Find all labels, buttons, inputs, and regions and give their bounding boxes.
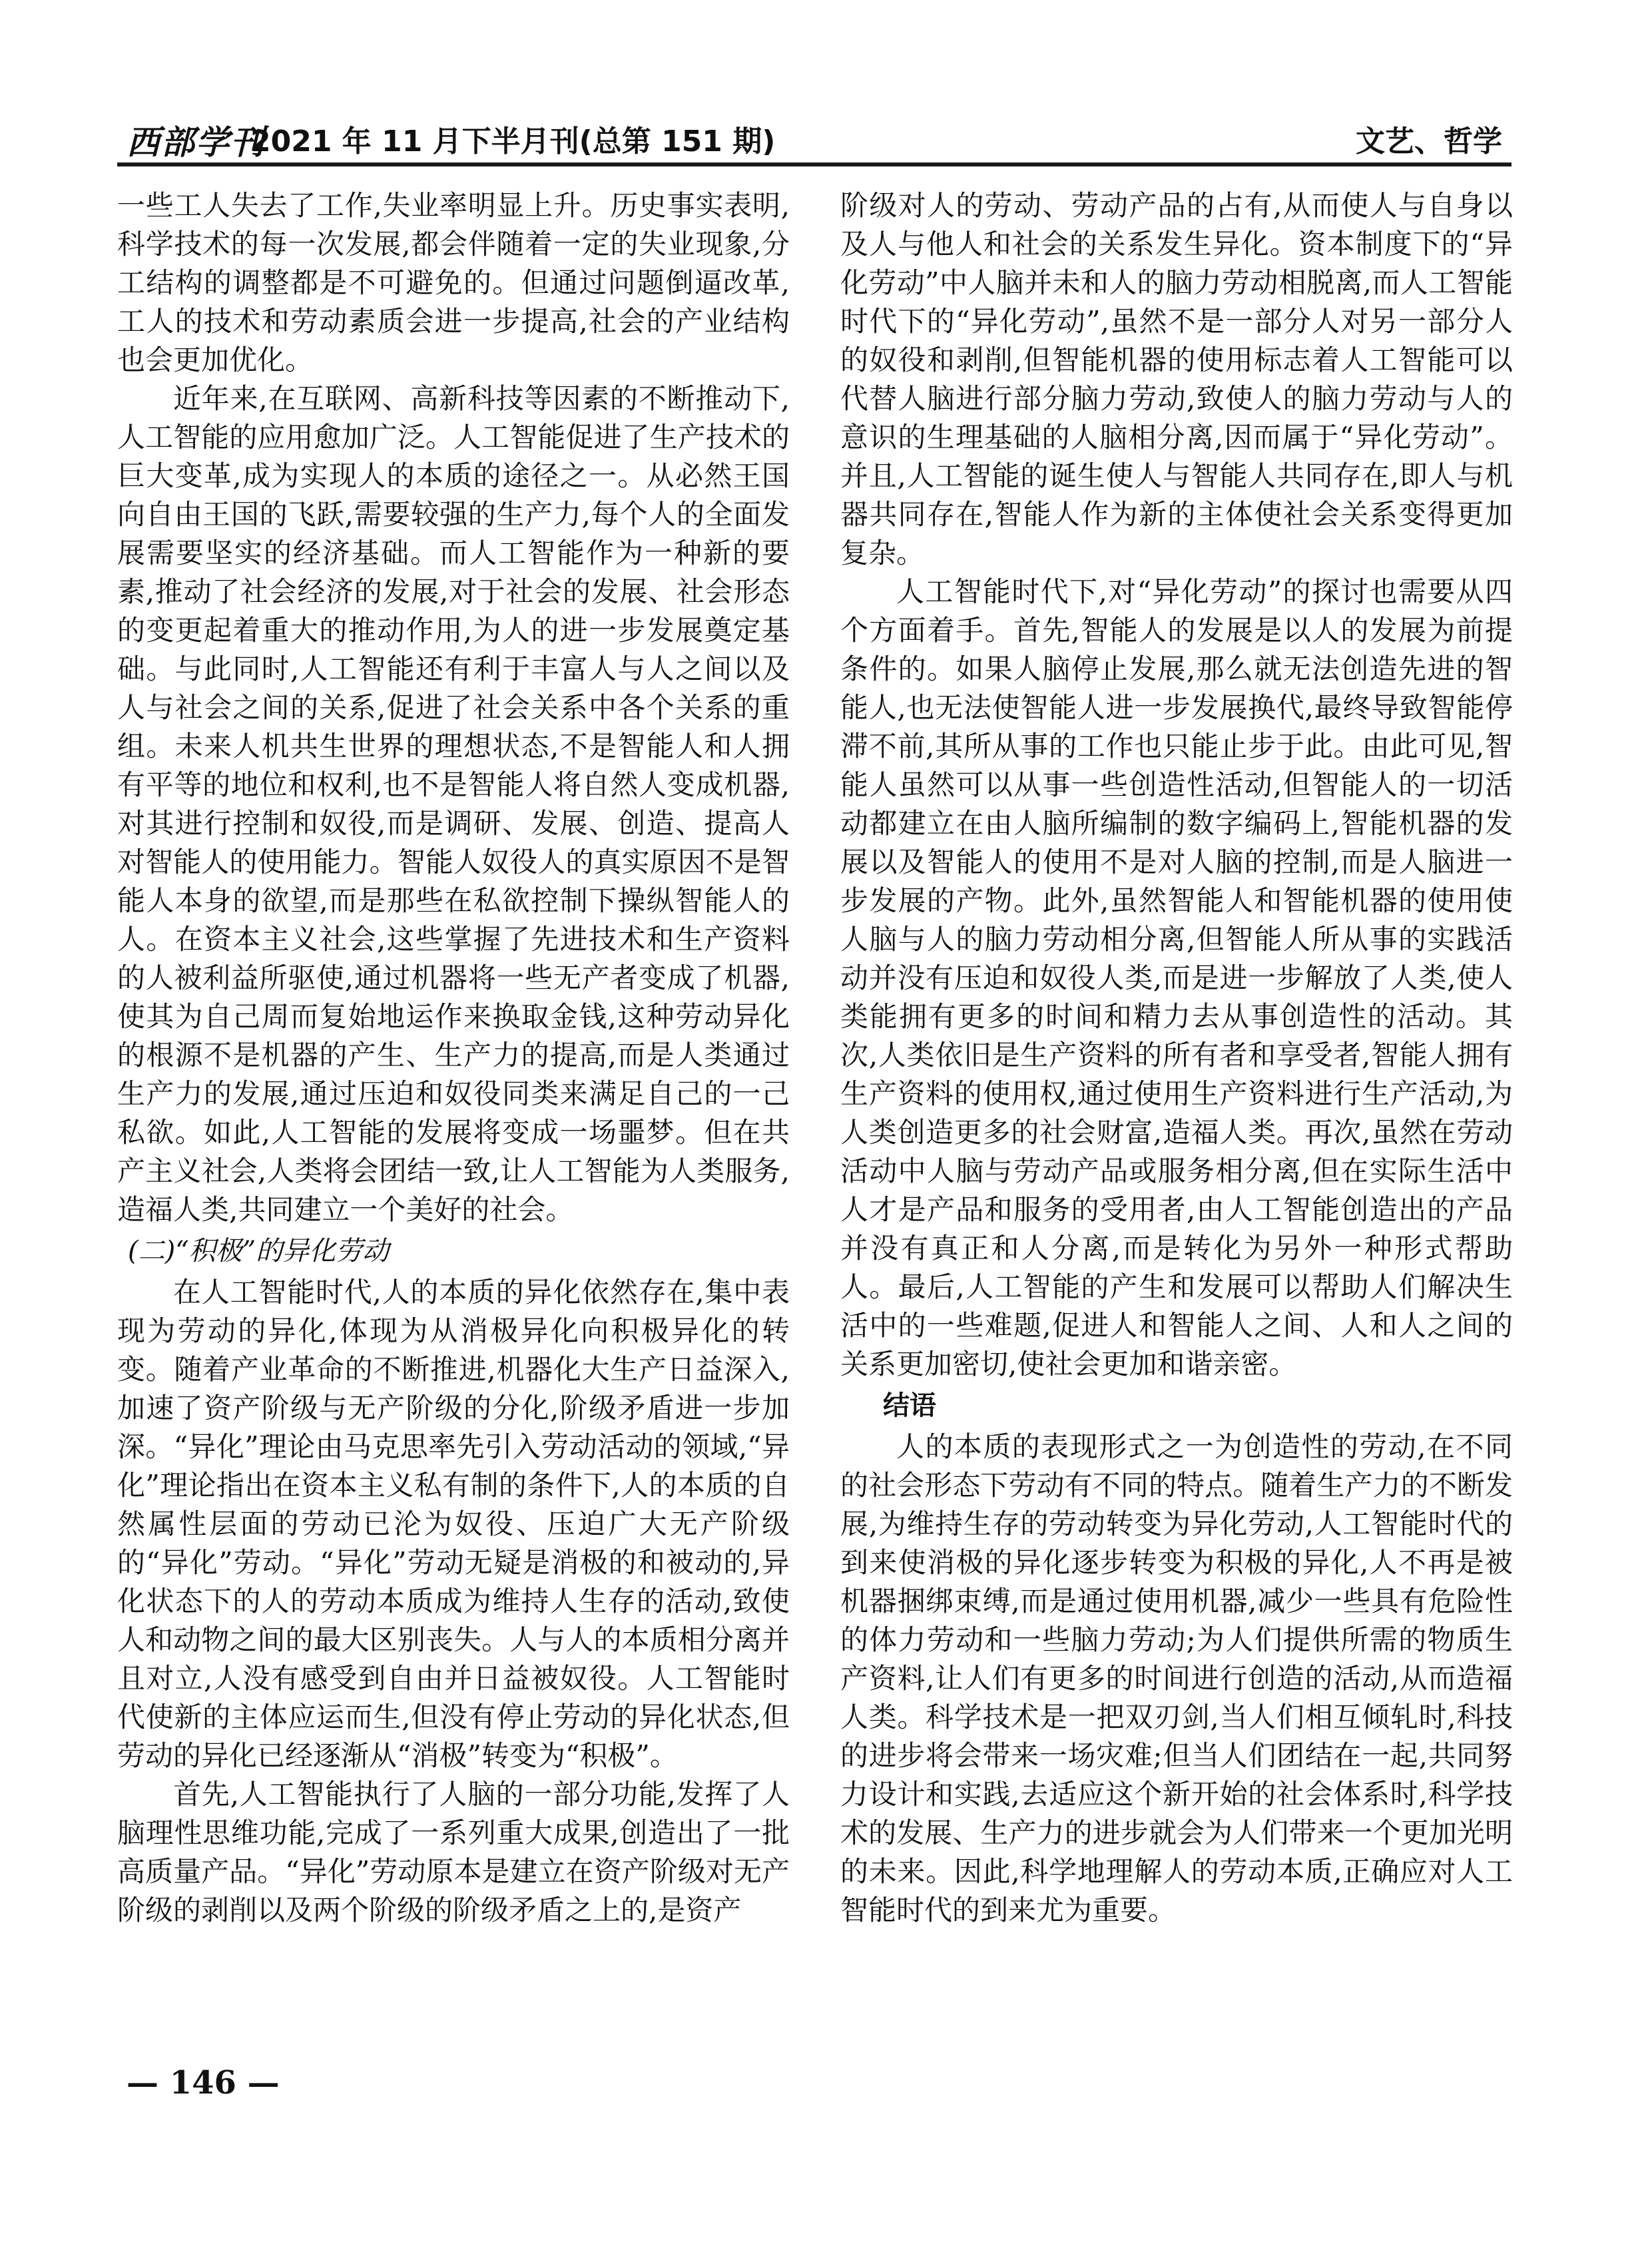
paragraph: 人的本质的表现形式之一为创造性的劳动,在不同的社会形态下劳动有不同的特点。随着生产力的不断发展,为维持生存的劳动转变为异化劳动,人工智能时代的到来使消极的异化逐步转变为积极的异化,人不再是被机器捆绑束缚,而是通过使用机器,减少一些具有危险性的体力劳动和一些脑力劳动;为人们提供所需的物质生产资料,让人们有更多的时间进行创造的活动,从而造福人类。科学技术是一把双刃剑,当人们相互倾轧时,科技的进步将会带来一场灾难;但当人们团结在一起,共同努力设计和实践,去适应这个新开始的社会体系时,科学技术的发展、生产力的进步就会为人们带来一个更加光明的未来。因此,科学地理解人的劳动本质,正确应对人工智能时代的到来尤为重要。 <box>840 1430 1513 1926</box>
paragraph: 首先,人工智能执行了人脑的一部分功能,发挥了人脑理性思维功能,完成了一系列重大成果,创造出了一批高质量产品。“异化”劳动原本是建立在资产阶级对无产阶级的剥削以及两个阶级的阶级矛盾之上的,是资产 <box>117 1778 790 1926</box>
page-number: — 146 — <box>127 2064 280 2102</box>
paragraph: 在人工智能时代,人的本质的异化依然存在,集中表现为劳动的异化,体现为从消极异化向积极异化的转变。随着产业革命的不断推进,机器化大生产日益深入,加速了资产阶级与无产阶级的分化,阶级矛盾进一步加深。“异化”理论由马克思率先引入劳动活动的领域,“异化”理论指出在资本主义私有制的条件下,人的本质的自然属性层面的劳动已沦为奴役、压迫广大无产阶级的“异化”劳动。“异化”劳动无疑是消极的和被动的,异化状态下的人的劳动本质成为维持人生存的活动,致使人和动物之间的最大区别丧失。人与人的本质相分离并且对立,人没有感受到自由并日益被奴役。人工智能时代使新的主体应运而生,但没有停止劳动的异化状态,但劳动的异化已经逐渐从“消极”转变为“积极”。 <box>117 1276 790 1772</box>
section-title: 文艺、哲学 <box>1356 125 1502 158</box>
paragraph: 人工智能时代下,对“异化劳动”的探讨也需要从四个方面着手。首先,智能人的发展是以人的发展为前提条件的。如果人脑停止发展,那么就无法创造先进的智能人,也无法使智能人进一步发展换代,最终导致智能停滞不前,其所从事的工作也只能止步于此。由此可见,智能人虽然可以从事一些创造性活动,但智能人的一切活动都建立在由人脑所编制的数字编码上,智能机器的发展以及智能人的使用不是对人脑的控制,而是人脑进一步发展的产物。此外,虽然智能人和智能机器的使用使人脑与人的脑力劳动相分离,但智能人所从事的实践活动并没有压迫和奴役人类,而是进一步解放了人类,使人类能拥有更多的时间和精力去从事创造性的活动。其次,人类依旧是生产资料的所有者和享受者,智能人拥有生产资料的使用权,通过使用生产资料进行生产活动,为人类创造更多的社会财富,造福人类。再次,虽然在劳动活动中人脑与劳动产品或服务相分离,但在实际生活中人才是产品和服务的受用者,由人工智能创造出的产品并没有真正和人分离,而是转化为另外一种形式帮助人。最后,人工智能的产生和发展可以帮助人们解决生活中的一些难题,促进人和智能人之间、人和人之间的关系更加密切,使社会更加和谐亲密。 <box>840 575 1513 1380</box>
running-header <box>117 112 1512 166</box>
issue-info: 2021 年 11 月下半月刊(总第 151 期) <box>250 125 776 158</box>
left-column <box>117 186 790 2078</box>
section-heading: 结语 <box>883 1390 936 1421</box>
right-column <box>840 186 1513 2078</box>
journal-logo: 西部学刊 <box>127 123 265 162</box>
paragraph: 近年来,在互联网、高新科技等因素的不断推动下,人工智能的应用愈加广泛。人工智能促进了生产技术的巨大变革,成为实现人的本质的途径之一。从必然王国向自由王国的飞跃,需要较强的生产力,每个人的全面发展需要坚实的经济基础。而人工智能作为一种新的要素,推动了社会经济的发展,对于社会的发展、社会形态的变更起着重大的推动作用,为人的进一步发展奠定基础。与此同时,人工智能还有利于丰富人与人之间以及人与社会之间的关系,促进了社会关系中各个关系的重组。未来人机共生世界的理想状态,不是智能人和人拥有平等的地位和权利,也不是智能人将自然人变成机器,对其进行控制和奴役,而是调研、发展、创造、提高人对智能人的使用能力。智能人奴役人的真实原因不是智能人本身的欲望,而是那些在私欲控制下操纵智能人的人。在资本主义社会,这些掌握了先进技术和生产资料的人被利益所驱使,通过机器将一些无产者变成了机器,使其为自己周而复始地运作来换取金钱,这种劳动异化的根源不是机器的产生、生产力的提高,而是人类通过生产力的发展,通过压迫和奴役同类来满足自己的一己私欲。如此,人工智能的发展将变成一场噩梦。但在共产主义社会,人类将会团结一致,让人工智能为人类服务,造福人类,共同建立一个美好的社会。 <box>117 382 790 1226</box>
paragraph: 阶级对人的劳动、劳动产品的占有,从而使人与自身以及人与他人和社会的关系发生异化。资本制度下的“异化劳动”中人脑并未和人的脑力劳动相脱离,而人工智能时代下的“异化劳动”,虽然不是一部分人对另一部分人的奴役和剥削,但智能机器的使用标志着人工智能可以代替人脑进行部分脑力劳动,致使人的脑力劳动与人的意识的生理基础的人脑相分离,因而属于“异化劳动”。并且,人工智能的诞生使人与智能人共同存在,即人与机器共同存在,智能人作为新的主体使社会关系变得更加复杂。 <box>840 189 1513 569</box>
paragraph: 一些工人失去了工作,失业率明显上升。历史事实表明,科学技术的每一次发展,都会伴随着一定的失业现象,分工结构的调整都是不可避免的。但通过问题倒逼改革,工人的技术和劳动素质会进一步提高,社会的产业结构也会更加优化。 <box>117 189 790 376</box>
subsection-heading: (二)“积极”的异化劳动 <box>128 1236 390 1266</box>
